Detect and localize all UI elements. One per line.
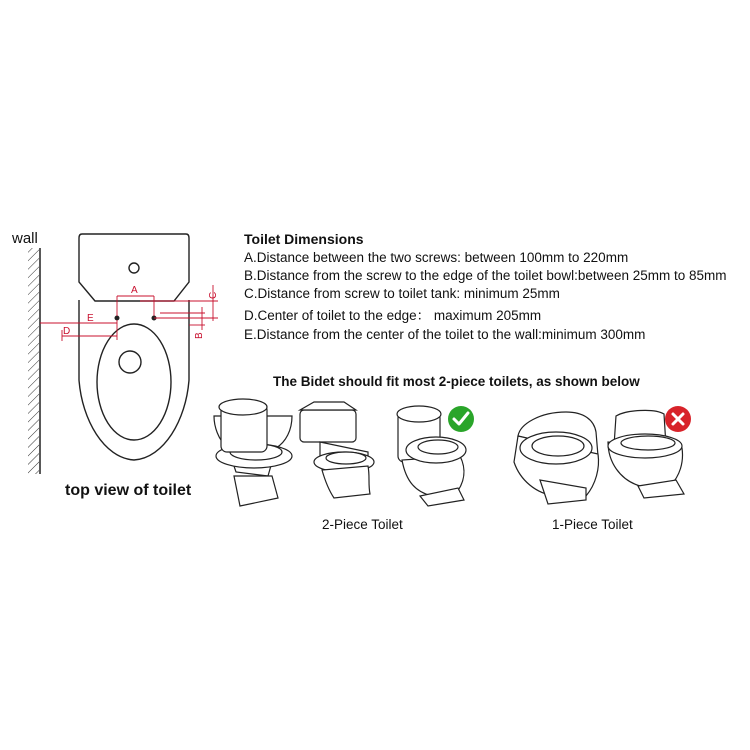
dim-label-e: E xyxy=(87,313,94,324)
tank-hole xyxy=(129,263,139,273)
two-piece-caption: 2-Piece Toilet xyxy=(322,517,403,532)
two-piece-toilet-1 xyxy=(214,399,292,506)
wall-label: wall xyxy=(12,230,38,247)
dim-label-a: A xyxy=(131,285,138,296)
toilet-top-view xyxy=(79,234,189,460)
dimensions-title: Toilet Dimensions xyxy=(244,231,364,247)
dimension-e: E.Distance from the center of the toilet to the wall:minimum 300mm xyxy=(244,327,646,342)
fit-note: The Bidet should fit most 2-piece toilets, as shown below xyxy=(273,374,640,389)
top-view-caption: top view of toilet xyxy=(65,482,192,499)
dim-label-d: D xyxy=(63,326,71,337)
left-screw xyxy=(115,316,119,320)
one-piece-caption: 1-Piece Toilet xyxy=(552,517,633,532)
x-icon xyxy=(665,406,691,432)
one-piece-toilet-1 xyxy=(514,412,599,504)
dim-label-b: B xyxy=(194,332,205,339)
dimension-a: A.Distance between the two screws: between 100mm to 220mm xyxy=(244,250,629,265)
bowl-center xyxy=(119,351,141,373)
dimension-b: B.Distance from the screw to the edge of the toilet bowl:between 25mm to 85mm xyxy=(244,268,727,283)
dimensions-panel xyxy=(244,231,727,342)
wall xyxy=(28,248,40,474)
check-icon xyxy=(448,406,474,432)
toilet-seat-opening xyxy=(97,324,171,440)
dim-label-c: C xyxy=(208,291,219,299)
two-piece-toilet-2 xyxy=(300,402,374,498)
dimension-c: C.Distance from screw to toilet tank: minimum 25mm xyxy=(244,286,560,301)
dimension-d: D.Center of toilet to the edge： maximum 205mm xyxy=(244,308,542,323)
